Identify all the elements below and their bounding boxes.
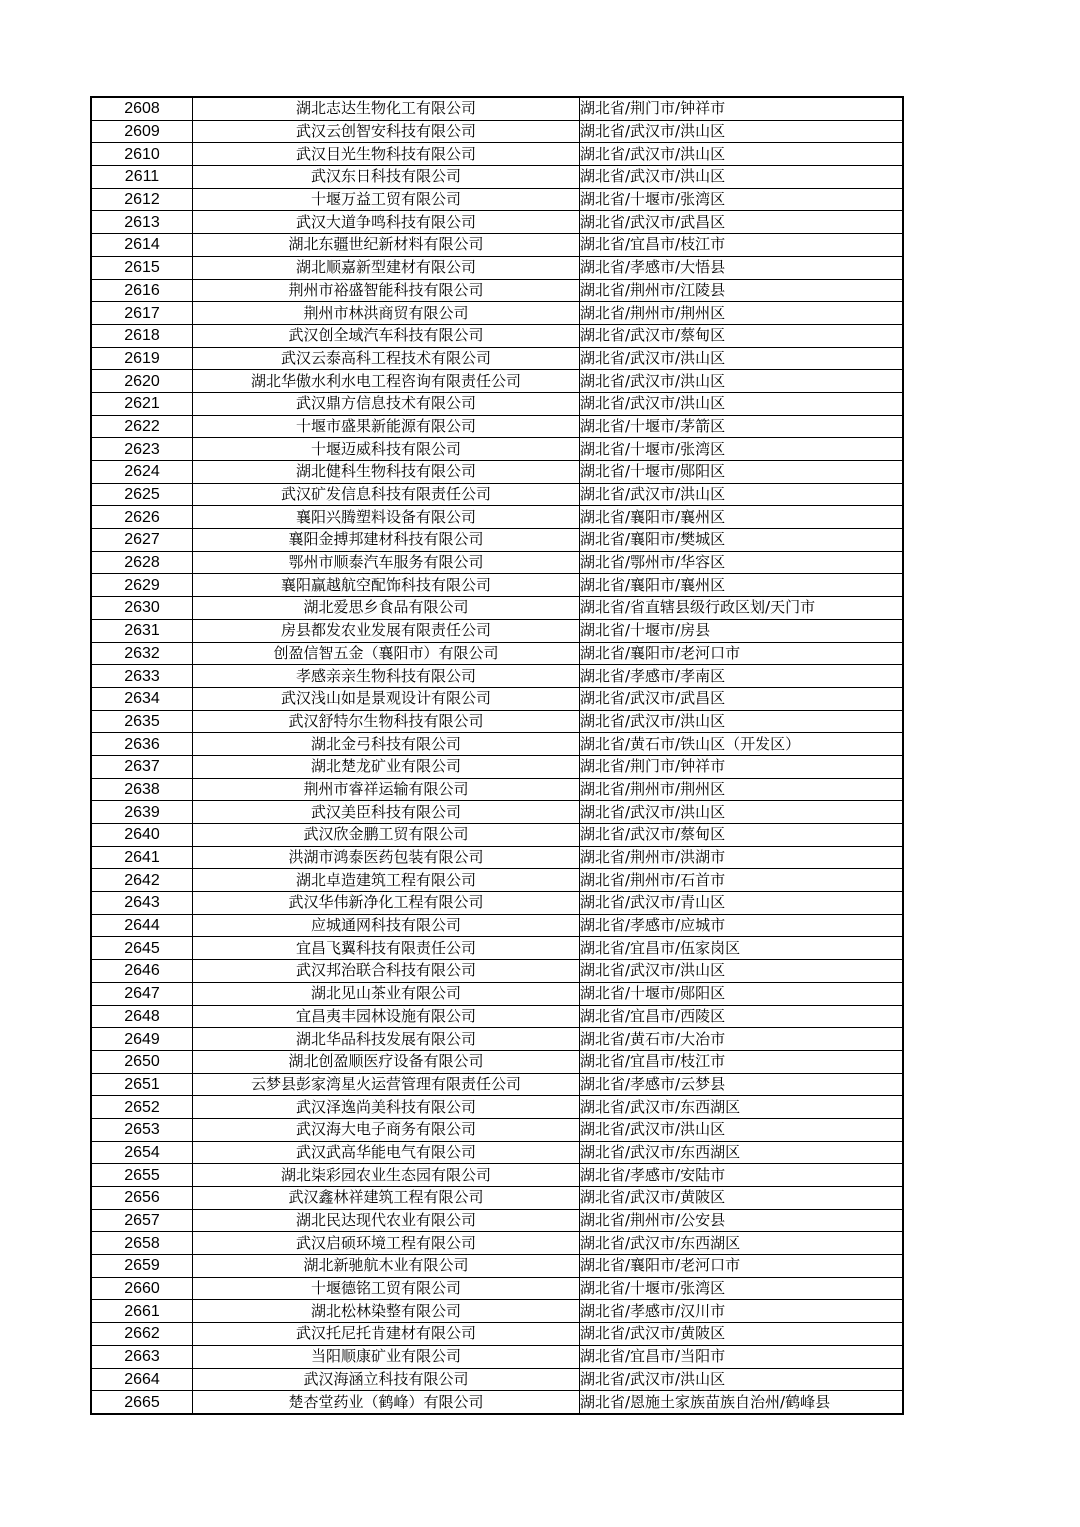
location-cell: 湖北省/十堰市/张湾区 bbox=[580, 438, 904, 461]
company-name-cell: 襄阳兴腾塑料设备有限公司 bbox=[193, 506, 580, 529]
company-name-cell: 武汉矿发信息科技有限责任公司 bbox=[193, 483, 580, 506]
company-name-cell: 武汉启硕环境工程有限公司 bbox=[193, 1232, 580, 1255]
company-name-cell: 武汉大道争鸣科技有限公司 bbox=[193, 211, 580, 234]
table-row bbox=[91, 415, 903, 438]
location-cell: 湖北省/孝感市/大悟县 bbox=[580, 256, 904, 279]
table-row bbox=[91, 665, 903, 688]
location-cell: 湖北省/襄阳市/老河口市 bbox=[580, 642, 904, 665]
table-row bbox=[91, 597, 903, 620]
company-table-body bbox=[91, 97, 903, 1414]
company-name-cell: 湖北爱思乡食品有限公司 bbox=[193, 597, 580, 620]
row-number-cell: 2657 bbox=[91, 1209, 193, 1232]
company-name-cell: 荆州市林洪商贸有限公司 bbox=[193, 302, 580, 325]
row-number-cell: 2655 bbox=[91, 1164, 193, 1187]
row-number-cell: 2633 bbox=[91, 665, 193, 688]
location-cell: 湖北省/武汉市/青山区 bbox=[580, 892, 904, 915]
table-row bbox=[91, 1164, 903, 1187]
row-number-cell: 2652 bbox=[91, 1096, 193, 1119]
table-row bbox=[91, 1141, 903, 1164]
company-name-cell: 武汉创全域汽车科技有限公司 bbox=[193, 324, 580, 347]
company-name-cell: 云梦县彭家湾星火运营管理有限责任公司 bbox=[193, 1073, 580, 1096]
table-row bbox=[91, 619, 903, 642]
table-row bbox=[91, 1232, 903, 1255]
row-number-cell: 2646 bbox=[91, 960, 193, 983]
table-row bbox=[91, 1277, 903, 1300]
row-number-cell: 2624 bbox=[91, 461, 193, 484]
row-number-cell: 2611 bbox=[91, 166, 193, 189]
company-name-cell: 武汉泽逸尚美科技有限公司 bbox=[193, 1096, 580, 1119]
table-row bbox=[91, 914, 903, 937]
table-row bbox=[91, 733, 903, 756]
row-number-cell: 2626 bbox=[91, 506, 193, 529]
company-name-cell: 湖北创盈顺医疗设备有限公司 bbox=[193, 1050, 580, 1073]
table-row bbox=[91, 710, 903, 733]
table-row bbox=[91, 1096, 903, 1119]
table-row bbox=[91, 1255, 903, 1278]
location-cell: 湖北省/武汉市/洪山区 bbox=[580, 120, 904, 143]
table-row bbox=[91, 1209, 903, 1232]
location-cell: 湖北省/孝感市/安陆市 bbox=[580, 1164, 904, 1187]
company-name-cell: 湖北见山茶业有限公司 bbox=[193, 982, 580, 1005]
row-number-cell: 2642 bbox=[91, 869, 193, 892]
location-cell: 湖北省/武汉市/洪山区 bbox=[580, 166, 904, 189]
company-name-cell: 湖北东疆世纪新材料有限公司 bbox=[193, 234, 580, 257]
row-number-cell: 2615 bbox=[91, 256, 193, 279]
row-number-cell: 2663 bbox=[91, 1345, 193, 1368]
location-cell: 湖北省/荆州市/洪湖市 bbox=[580, 846, 904, 869]
company-name-cell: 荆州市睿祥运输有限公司 bbox=[193, 778, 580, 801]
table-row bbox=[91, 120, 903, 143]
company-name-cell: 湖北华品科技发展有限公司 bbox=[193, 1028, 580, 1051]
row-number-cell: 2610 bbox=[91, 143, 193, 166]
row-number-cell: 2653 bbox=[91, 1118, 193, 1141]
row-number-cell: 2623 bbox=[91, 438, 193, 461]
company-name-cell: 武汉海大电子商务有限公司 bbox=[193, 1118, 580, 1141]
company-name-cell: 十堰市盛果新能源有限公司 bbox=[193, 415, 580, 438]
company-name-cell: 十堰德铭工贸有限公司 bbox=[193, 1277, 580, 1300]
company-name-cell: 孝感亲亲生物科技有限公司 bbox=[193, 665, 580, 688]
location-cell: 湖北省/恩施土家族苗族自治州/鹤峰县 bbox=[580, 1391, 904, 1414]
company-name-cell: 荆州市裕盛智能科技有限公司 bbox=[193, 279, 580, 302]
location-cell: 湖北省/十堰市/张湾区 bbox=[580, 188, 904, 211]
table-row bbox=[91, 324, 903, 347]
row-number-cell: 2632 bbox=[91, 642, 193, 665]
location-cell: 湖北省/武汉市/洪山区 bbox=[580, 370, 904, 393]
location-cell: 湖北省/武汉市/东西湖区 bbox=[580, 1232, 904, 1255]
location-cell: 湖北省/襄阳市/樊城区 bbox=[580, 529, 904, 552]
company-name-cell: 武汉东日科技有限公司 bbox=[193, 166, 580, 189]
location-cell: 湖北省/武汉市/洪山区 bbox=[580, 392, 904, 415]
row-number-cell: 2644 bbox=[91, 914, 193, 937]
table-row bbox=[91, 1391, 903, 1414]
location-cell: 湖北省/武汉市/洪山区 bbox=[580, 960, 904, 983]
company-table bbox=[90, 96, 904, 1415]
company-name-cell: 十堰万益工贸有限公司 bbox=[193, 188, 580, 211]
company-name-cell: 武汉云泰高科工程技术有限公司 bbox=[193, 347, 580, 370]
row-number-cell: 2660 bbox=[91, 1277, 193, 1300]
location-cell: 湖北省/荆州市/公安县 bbox=[580, 1209, 904, 1232]
location-cell: 湖北省/武汉市/蔡甸区 bbox=[580, 324, 904, 347]
table-row bbox=[91, 687, 903, 710]
row-number-cell: 2662 bbox=[91, 1323, 193, 1346]
company-name-cell: 洪湖市鸿泰医药包装有限公司 bbox=[193, 846, 580, 869]
table-row bbox=[91, 392, 903, 415]
location-cell: 湖北省/武汉市/武昌区 bbox=[580, 687, 904, 710]
row-number-cell: 2617 bbox=[91, 302, 193, 325]
company-name-cell: 房县都发农业发展有限责任公司 bbox=[193, 619, 580, 642]
company-name-cell: 湖北楚龙矿业有限公司 bbox=[193, 755, 580, 778]
table-row bbox=[91, 461, 903, 484]
location-cell: 湖北省/宜昌市/当阳市 bbox=[580, 1345, 904, 1368]
row-number-cell: 2627 bbox=[91, 529, 193, 552]
location-cell: 湖北省/武汉市/洪山区 bbox=[580, 1368, 904, 1391]
location-cell: 湖北省/十堰市/郧阳区 bbox=[580, 461, 904, 484]
row-number-cell: 2651 bbox=[91, 1073, 193, 1096]
location-cell: 湖北省/武汉市/洪山区 bbox=[580, 143, 904, 166]
row-number-cell: 2640 bbox=[91, 824, 193, 847]
location-cell: 湖北省/十堰市/茅箭区 bbox=[580, 415, 904, 438]
row-number-cell: 2618 bbox=[91, 324, 193, 347]
company-name-cell: 武汉海涵立科技有限公司 bbox=[193, 1368, 580, 1391]
company-name-cell: 宜昌飞翼科技有限责任公司 bbox=[193, 937, 580, 960]
table-row bbox=[91, 1028, 903, 1051]
location-cell: 湖北省/孝感市/孝南区 bbox=[580, 665, 904, 688]
location-cell: 湖北省/武汉市/洪山区 bbox=[580, 347, 904, 370]
location-cell: 湖北省/十堰市/张湾区 bbox=[580, 1277, 904, 1300]
location-cell: 湖北省/武汉市/武昌区 bbox=[580, 211, 904, 234]
row-number-cell: 2637 bbox=[91, 755, 193, 778]
company-name-cell: 武汉华伟新净化工程有限公司 bbox=[193, 892, 580, 915]
row-number-cell: 2641 bbox=[91, 846, 193, 869]
company-name-cell: 武汉武高华能电气有限公司 bbox=[193, 1141, 580, 1164]
row-number-cell: 2645 bbox=[91, 937, 193, 960]
company-name-cell: 湖北新驰航木业有限公司 bbox=[193, 1255, 580, 1278]
table-row bbox=[91, 302, 903, 325]
company-name-cell: 武汉欣金鹏工贸有限公司 bbox=[193, 824, 580, 847]
company-name-cell: 武汉邦治联合科技有限公司 bbox=[193, 960, 580, 983]
company-name-cell: 襄阳金搏邦建材科技有限公司 bbox=[193, 529, 580, 552]
row-number-cell: 2616 bbox=[91, 279, 193, 302]
row-number-cell: 2656 bbox=[91, 1187, 193, 1210]
location-cell: 湖北省/武汉市/洪山区 bbox=[580, 1118, 904, 1141]
location-cell: 湖北省/十堰市/郧阳区 bbox=[580, 982, 904, 1005]
table-row bbox=[91, 937, 903, 960]
row-number-cell: 2635 bbox=[91, 710, 193, 733]
table-row bbox=[91, 824, 903, 847]
row-number-cell: 2613 bbox=[91, 211, 193, 234]
row-number-cell: 2629 bbox=[91, 574, 193, 597]
row-number-cell: 2638 bbox=[91, 778, 193, 801]
location-cell: 湖北省/武汉市/蔡甸区 bbox=[580, 824, 904, 847]
company-name-cell: 武汉云创智安科技有限公司 bbox=[193, 120, 580, 143]
location-cell: 湖北省/武汉市/黄陂区 bbox=[580, 1187, 904, 1210]
company-name-cell: 湖北志达生物化工有限公司 bbox=[193, 97, 580, 120]
row-number-cell: 2654 bbox=[91, 1141, 193, 1164]
location-cell: 湖北省/荆门市/钟祥市 bbox=[580, 755, 904, 778]
table-row bbox=[91, 642, 903, 665]
location-cell: 湖北省/武汉市/东西湖区 bbox=[580, 1141, 904, 1164]
row-number-cell: 2631 bbox=[91, 619, 193, 642]
company-name-cell: 湖北松林染整有限公司 bbox=[193, 1300, 580, 1323]
location-cell: 湖北省/孝感市/汉川市 bbox=[580, 1300, 904, 1323]
location-cell: 湖北省/荆州市/荆州区 bbox=[580, 302, 904, 325]
table-row bbox=[91, 778, 903, 801]
location-cell: 湖北省/襄阳市/襄州区 bbox=[580, 506, 904, 529]
location-cell: 湖北省/宜昌市/伍家岗区 bbox=[580, 937, 904, 960]
table-row bbox=[91, 551, 903, 574]
row-number-cell: 2639 bbox=[91, 801, 193, 824]
table-row bbox=[91, 982, 903, 1005]
table-row bbox=[91, 801, 903, 824]
table-row bbox=[91, 97, 903, 120]
row-number-cell: 2630 bbox=[91, 597, 193, 620]
row-number-cell: 2636 bbox=[91, 733, 193, 756]
table-row bbox=[91, 347, 903, 370]
location-cell: 湖北省/宜昌市/西陵区 bbox=[580, 1005, 904, 1028]
table-row bbox=[91, 960, 903, 983]
table-row bbox=[91, 256, 903, 279]
location-cell: 湖北省/荆门市/钟祥市 bbox=[580, 97, 904, 120]
location-cell: 湖北省/襄阳市/老河口市 bbox=[580, 1255, 904, 1278]
location-cell: 湖北省/武汉市/洪山区 bbox=[580, 710, 904, 733]
table-row bbox=[91, 143, 903, 166]
company-name-cell: 鄂州市顺泰汽车服务有限公司 bbox=[193, 551, 580, 574]
table-row bbox=[91, 188, 903, 211]
row-number-cell: 2619 bbox=[91, 347, 193, 370]
company-name-cell: 湖北民达现代农业有限公司 bbox=[193, 1209, 580, 1232]
table-row bbox=[91, 370, 903, 393]
table-row bbox=[91, 1073, 903, 1096]
row-number-cell: 2614 bbox=[91, 234, 193, 257]
company-name-cell: 武汉鑫林祥建筑工程有限公司 bbox=[193, 1187, 580, 1210]
company-name-cell: 武汉托尼托肯建材有限公司 bbox=[193, 1323, 580, 1346]
row-number-cell: 2648 bbox=[91, 1005, 193, 1028]
location-cell: 湖北省/鄂州市/华容区 bbox=[580, 551, 904, 574]
table-row bbox=[91, 1323, 903, 1346]
company-name-cell: 当阳顺康矿业有限公司 bbox=[193, 1345, 580, 1368]
row-number-cell: 2625 bbox=[91, 483, 193, 506]
location-cell: 湖北省/武汉市/黄陂区 bbox=[580, 1323, 904, 1346]
company-name-cell: 武汉鼎方信息技术有限公司 bbox=[193, 392, 580, 415]
table-row bbox=[91, 166, 903, 189]
table-row bbox=[91, 211, 903, 234]
company-name-cell: 湖北健科生物科技有限公司 bbox=[193, 461, 580, 484]
row-number-cell: 2658 bbox=[91, 1232, 193, 1255]
location-cell: 湖北省/孝感市/应城市 bbox=[580, 914, 904, 937]
company-name-cell: 武汉美臣科技有限公司 bbox=[193, 801, 580, 824]
row-number-cell: 2608 bbox=[91, 97, 193, 120]
table-row bbox=[91, 755, 903, 778]
table-row bbox=[91, 1187, 903, 1210]
location-cell: 湖北省/孝感市/云梦县 bbox=[580, 1073, 904, 1096]
row-number-cell: 2612 bbox=[91, 188, 193, 211]
company-name-cell: 应城通网科技有限公司 bbox=[193, 914, 580, 937]
company-name-cell: 湖北华傲水利水电工程咨询有限责任公司 bbox=[193, 370, 580, 393]
location-cell: 湖北省/宜昌市/枝江市 bbox=[580, 234, 904, 257]
company-name-cell: 创盈信智五金（襄阳市）有限公司 bbox=[193, 642, 580, 665]
location-cell: 湖北省/十堰市/房县 bbox=[580, 619, 904, 642]
company-name-cell: 湖北柒彩园农业生态园有限公司 bbox=[193, 1164, 580, 1187]
row-number-cell: 2664 bbox=[91, 1368, 193, 1391]
row-number-cell: 2649 bbox=[91, 1028, 193, 1051]
row-number-cell: 2620 bbox=[91, 370, 193, 393]
location-cell: 湖北省/荆州市/江陵县 bbox=[580, 279, 904, 302]
table-row bbox=[91, 234, 903, 257]
table-row bbox=[91, 279, 903, 302]
company-name-cell: 宜昌夷丰园林设施有限公司 bbox=[193, 1005, 580, 1028]
location-cell: 湖北省/荆州市/石首市 bbox=[580, 869, 904, 892]
table-row bbox=[91, 1050, 903, 1073]
table-row bbox=[91, 1300, 903, 1323]
location-cell: 湖北省/荆州市/荆州区 bbox=[580, 778, 904, 801]
row-number-cell: 2661 bbox=[91, 1300, 193, 1323]
row-number-cell: 2622 bbox=[91, 415, 193, 438]
row-number-cell: 2621 bbox=[91, 392, 193, 415]
company-name-cell: 武汉浅山如是景观设计有限公司 bbox=[193, 687, 580, 710]
table-row bbox=[91, 1345, 903, 1368]
table-row bbox=[91, 1005, 903, 1028]
row-number-cell: 2650 bbox=[91, 1050, 193, 1073]
company-name-cell: 楚杏堂药业（鹤峰）有限公司 bbox=[193, 1391, 580, 1414]
table-row bbox=[91, 506, 903, 529]
location-cell: 湖北省/武汉市/洪山区 bbox=[580, 483, 904, 506]
location-cell: 湖北省/襄阳市/襄州区 bbox=[580, 574, 904, 597]
row-number-cell: 2634 bbox=[91, 687, 193, 710]
table-row bbox=[91, 483, 903, 506]
table-row bbox=[91, 529, 903, 552]
table-row bbox=[91, 892, 903, 915]
row-number-cell: 2609 bbox=[91, 120, 193, 143]
company-name-cell: 湖北金弓科技有限公司 bbox=[193, 733, 580, 756]
location-cell: 湖北省/省直辖县级行政区划/天门市 bbox=[580, 597, 904, 620]
row-number-cell: 2643 bbox=[91, 892, 193, 915]
table-row bbox=[91, 1368, 903, 1391]
row-number-cell: 2647 bbox=[91, 982, 193, 1005]
row-number-cell: 2659 bbox=[91, 1255, 193, 1278]
location-cell: 湖北省/黄石市/大冶市 bbox=[580, 1028, 904, 1051]
row-number-cell: 2628 bbox=[91, 551, 193, 574]
table-row bbox=[91, 438, 903, 461]
company-name-cell: 湖北卓造建筑工程有限公司 bbox=[193, 869, 580, 892]
location-cell: 湖北省/武汉市/洪山区 bbox=[580, 801, 904, 824]
table-row bbox=[91, 846, 903, 869]
table-row bbox=[91, 574, 903, 597]
company-name-cell: 武汉目光生物科技有限公司 bbox=[193, 143, 580, 166]
location-cell: 湖北省/武汉市/东西湖区 bbox=[580, 1096, 904, 1119]
table-row bbox=[91, 869, 903, 892]
location-cell: 湖北省/黄石市/铁山区（开发区） bbox=[580, 733, 904, 756]
company-name-cell: 武汉舒特尔生物科技有限公司 bbox=[193, 710, 580, 733]
company-name-cell: 襄阳赢越航空配饰科技有限公司 bbox=[193, 574, 580, 597]
row-number-cell: 2665 bbox=[91, 1391, 193, 1414]
location-cell: 湖北省/宜昌市/枝江市 bbox=[580, 1050, 904, 1073]
company-name-cell: 湖北顺嘉新型建材有限公司 bbox=[193, 256, 580, 279]
company-name-cell: 十堰迈威科技有限公司 bbox=[193, 438, 580, 461]
table-row bbox=[91, 1118, 903, 1141]
